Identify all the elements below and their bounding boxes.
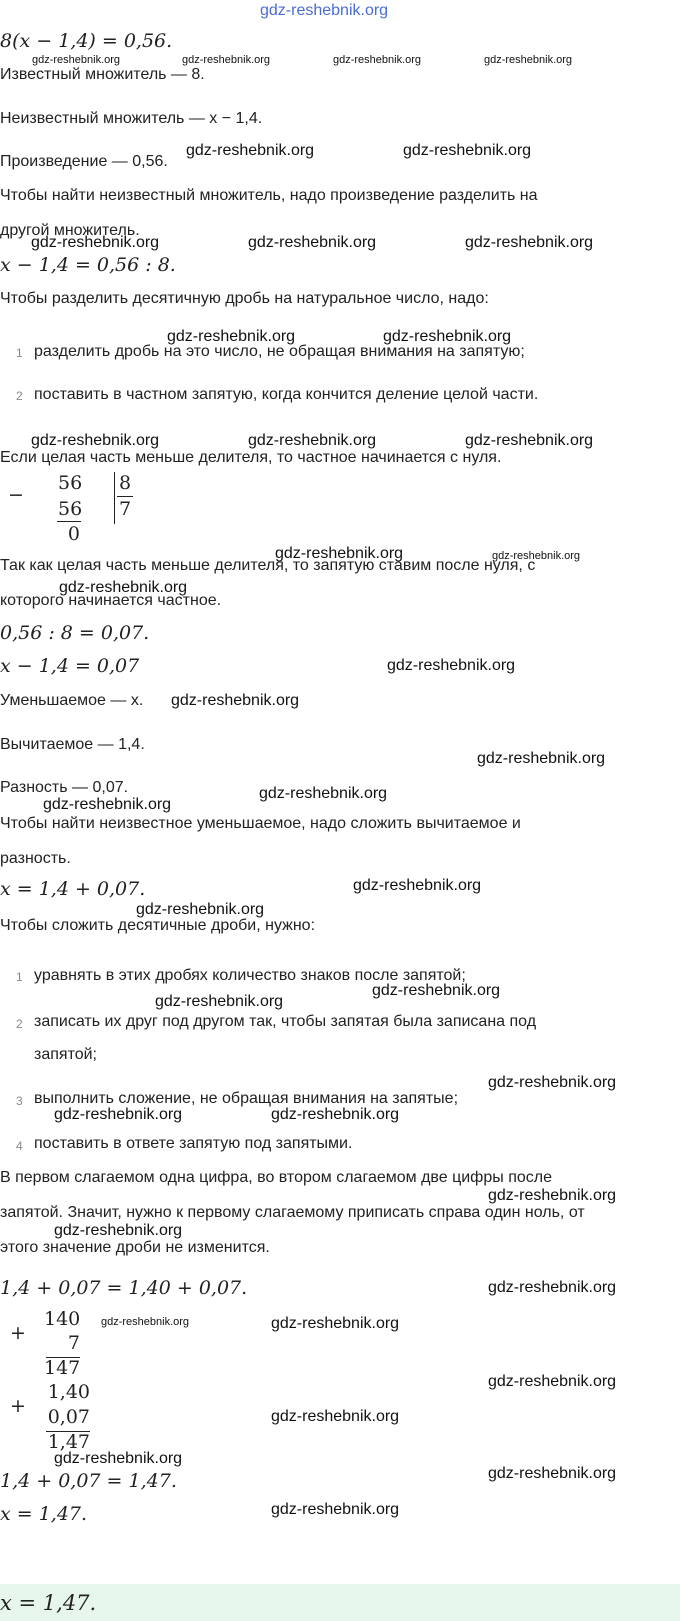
list-item-number: 1 bbox=[16, 346, 23, 360]
note-text: которого начинается частное. bbox=[0, 592, 222, 609]
plus-sign: + bbox=[10, 1322, 26, 1344]
rule-text: Чтобы разделить десятичную дробь на натуральное число, надо: bbox=[0, 290, 489, 307]
watermark: gdz-reshebnik.org bbox=[271, 1501, 400, 1518]
watermark: gdz-reshebnik.org bbox=[182, 54, 271, 66]
watermark: gdz-reshebnik.org bbox=[465, 234, 594, 251]
equation-4: x − 1,4 = 0,07 bbox=[0, 655, 140, 677]
list-item: записать их друг под другом так, чтобы запятая была записана под bbox=[34, 1013, 537, 1030]
watermark: gdz-reshebnik.org bbox=[101, 1316, 190, 1328]
list-item: выполнить сложение, не обращая внимания на запятые; bbox=[34, 1090, 459, 1107]
minuend-text: Уменьшаемое — x. bbox=[0, 692, 144, 709]
watermark: gdz-reshebnik.org bbox=[54, 1450, 183, 1467]
rule-text: Чтобы найти неизвестное уменьшаемое, надо сложить вычитаемое и bbox=[0, 815, 521, 832]
quotient: 7 bbox=[119, 498, 132, 520]
sum: 147 bbox=[44, 1357, 81, 1379]
watermark: gdz-reshebnik.org bbox=[333, 54, 422, 66]
sum: 1,47 bbox=[47, 1431, 90, 1453]
equation-5: x = 1,4 + 0,07. bbox=[0, 878, 146, 900]
watermark: gdz-reshebnik.org bbox=[488, 1373, 617, 1390]
list-item-number: 4 bbox=[16, 1139, 23, 1153]
product-text: Произведение — 0,56. bbox=[0, 153, 168, 170]
answer-text: x = 1,47. bbox=[0, 1591, 97, 1615]
divisor: 8 bbox=[119, 472, 132, 494]
rule-text: Чтобы сложить десятичные дроби, нужно: bbox=[0, 917, 316, 934]
rule-text: Чтобы найти неизвестный множитель, надо произведение разделить на bbox=[0, 187, 538, 204]
list-item-number: 1 bbox=[16, 970, 23, 984]
watermark: gdz-reshebnik.org bbox=[387, 657, 516, 674]
divisor-line bbox=[117, 496, 133, 497]
watermark: gdz-reshebnik.org bbox=[488, 1465, 617, 1482]
watermark: gdz-reshebnik.org bbox=[248, 432, 377, 449]
list-item: поставить в ответе запятую под запятыми. bbox=[34, 1135, 353, 1152]
minus-sign: − bbox=[8, 484, 24, 506]
watermark: gdz-reshebnik.org bbox=[186, 142, 315, 159]
rule-text: другой множитель. bbox=[0, 222, 140, 239]
difference-text: Разность — 0,07. bbox=[0, 779, 129, 796]
watermark: gdz-reshebnik.org bbox=[43, 796, 172, 813]
watermark: gdz-reshebnik.org bbox=[372, 982, 501, 999]
watermark: gdz-reshebnik.org bbox=[383, 328, 512, 345]
note-text: В первом слагаемом одна цифра, во втором слагаемом две цифры после bbox=[0, 1169, 552, 1186]
watermark: gdz-reshebnik.org bbox=[59, 579, 188, 596]
equation-3: 0,56 : 8 = 0,07. bbox=[0, 622, 150, 644]
addend-a: 1,40 bbox=[47, 1381, 90, 1403]
watermark: gdz-reshebnik.org bbox=[32, 54, 121, 66]
answer-box bbox=[0, 1584, 680, 1621]
note-text: этого значение дроби не изменится. bbox=[0, 1239, 270, 1256]
list-item-number: 2 bbox=[16, 1017, 23, 1031]
note-text: запятой. Значит, нужно к первому слагаемому приписать справа один ноль, от bbox=[0, 1204, 585, 1221]
rule-text: разность. bbox=[0, 850, 71, 867]
watermark: gdz-reshebnik.org bbox=[271, 1106, 400, 1123]
addend-a: 140 bbox=[44, 1308, 81, 1330]
dividend: 56 bbox=[58, 472, 83, 494]
remainder: 0 bbox=[67, 523, 80, 545]
watermark: gdz-reshebnik.org bbox=[271, 1408, 400, 1425]
list-item: уравнять в этих дробях количество знаков после запятой; bbox=[34, 967, 466, 984]
watermark: gdz-reshebnik.org bbox=[259, 785, 388, 802]
equation-1: 8(x − 1,4) = 0,56. bbox=[0, 30, 173, 52]
equation-6: 1,4 + 0,07 = 1,40 + 0,07. bbox=[0, 1277, 248, 1299]
watermark: gdz-reshebnik.org bbox=[171, 692, 300, 709]
watermark: gdz-reshebnik.org bbox=[31, 432, 160, 449]
subtrahend-value: 56 bbox=[58, 498, 83, 520]
subtrahend-text: Вычитаемое — 1,4. bbox=[0, 736, 145, 753]
rule-text: Если целая часть меньше делителя, то частное начинается с нуля. bbox=[0, 449, 502, 466]
watermark: gdz-reshebnik.org bbox=[353, 877, 482, 894]
equation-8: x = 1,47. bbox=[0, 1503, 88, 1525]
watermark: gdz-reshebnik.org bbox=[275, 545, 404, 562]
watermark: gdz-reshebnik.org bbox=[477, 750, 606, 767]
watermark: gdz-reshebnik.org bbox=[248, 234, 377, 251]
addend-b: 7 bbox=[67, 1332, 80, 1354]
list-item-number: 3 bbox=[16, 1094, 23, 1108]
division-bar bbox=[114, 472, 115, 524]
equation-2: x − 1,4 = 0,56 : 8. bbox=[0, 254, 176, 276]
watermark: gdz-reshebnik.org bbox=[492, 550, 581, 562]
watermark: gdz-reshebnik.org bbox=[465, 432, 594, 449]
watermark: gdz-reshebnik.org bbox=[484, 54, 573, 66]
list-item: разделить дробь на это число, не обращая внимания на запятую; bbox=[34, 343, 525, 360]
list-item: запятой; bbox=[34, 1046, 97, 1063]
unknown-factor-text: Неизвестный множитель — x − 1,4. bbox=[0, 110, 263, 127]
addend-b: 0,07 bbox=[47, 1406, 90, 1428]
underline bbox=[57, 521, 81, 522]
watermark: gdz-reshebnik.org bbox=[167, 328, 296, 345]
watermark: gdz-reshebnik.org bbox=[54, 1106, 183, 1123]
plus-sign: + bbox=[10, 1395, 26, 1417]
watermark: gdz-reshebnik.org bbox=[271, 1315, 400, 1332]
watermark: gdz-reshebnik.org bbox=[488, 1279, 617, 1296]
watermark: gdz-reshebnik.org bbox=[403, 142, 532, 159]
watermark: gdz-reshebnik.org bbox=[488, 1074, 617, 1091]
watermark-top[interactable]: gdz-reshebnik.org bbox=[260, 2, 389, 19]
known-factor-text: Известный множитель — 8. bbox=[0, 66, 205, 83]
equation-7: 1,4 + 0,07 = 1,47. bbox=[0, 1470, 177, 1492]
note-text: Так как целая часть меньше делителя, то запятую ставим после нуля, с bbox=[0, 557, 536, 574]
watermark: gdz-reshebnik.org bbox=[54, 1222, 183, 1239]
list-item: поставить в частном запятую, когда кончится деление целой части. bbox=[34, 386, 539, 403]
watermark: gdz-reshebnik.org bbox=[31, 234, 160, 251]
watermark: gdz-reshebnik.org bbox=[155, 993, 284, 1010]
watermark: gdz-reshebnik.org bbox=[136, 901, 265, 918]
watermark: gdz-reshebnik.org bbox=[488, 1187, 617, 1204]
list-item-number: 2 bbox=[16, 389, 23, 403]
